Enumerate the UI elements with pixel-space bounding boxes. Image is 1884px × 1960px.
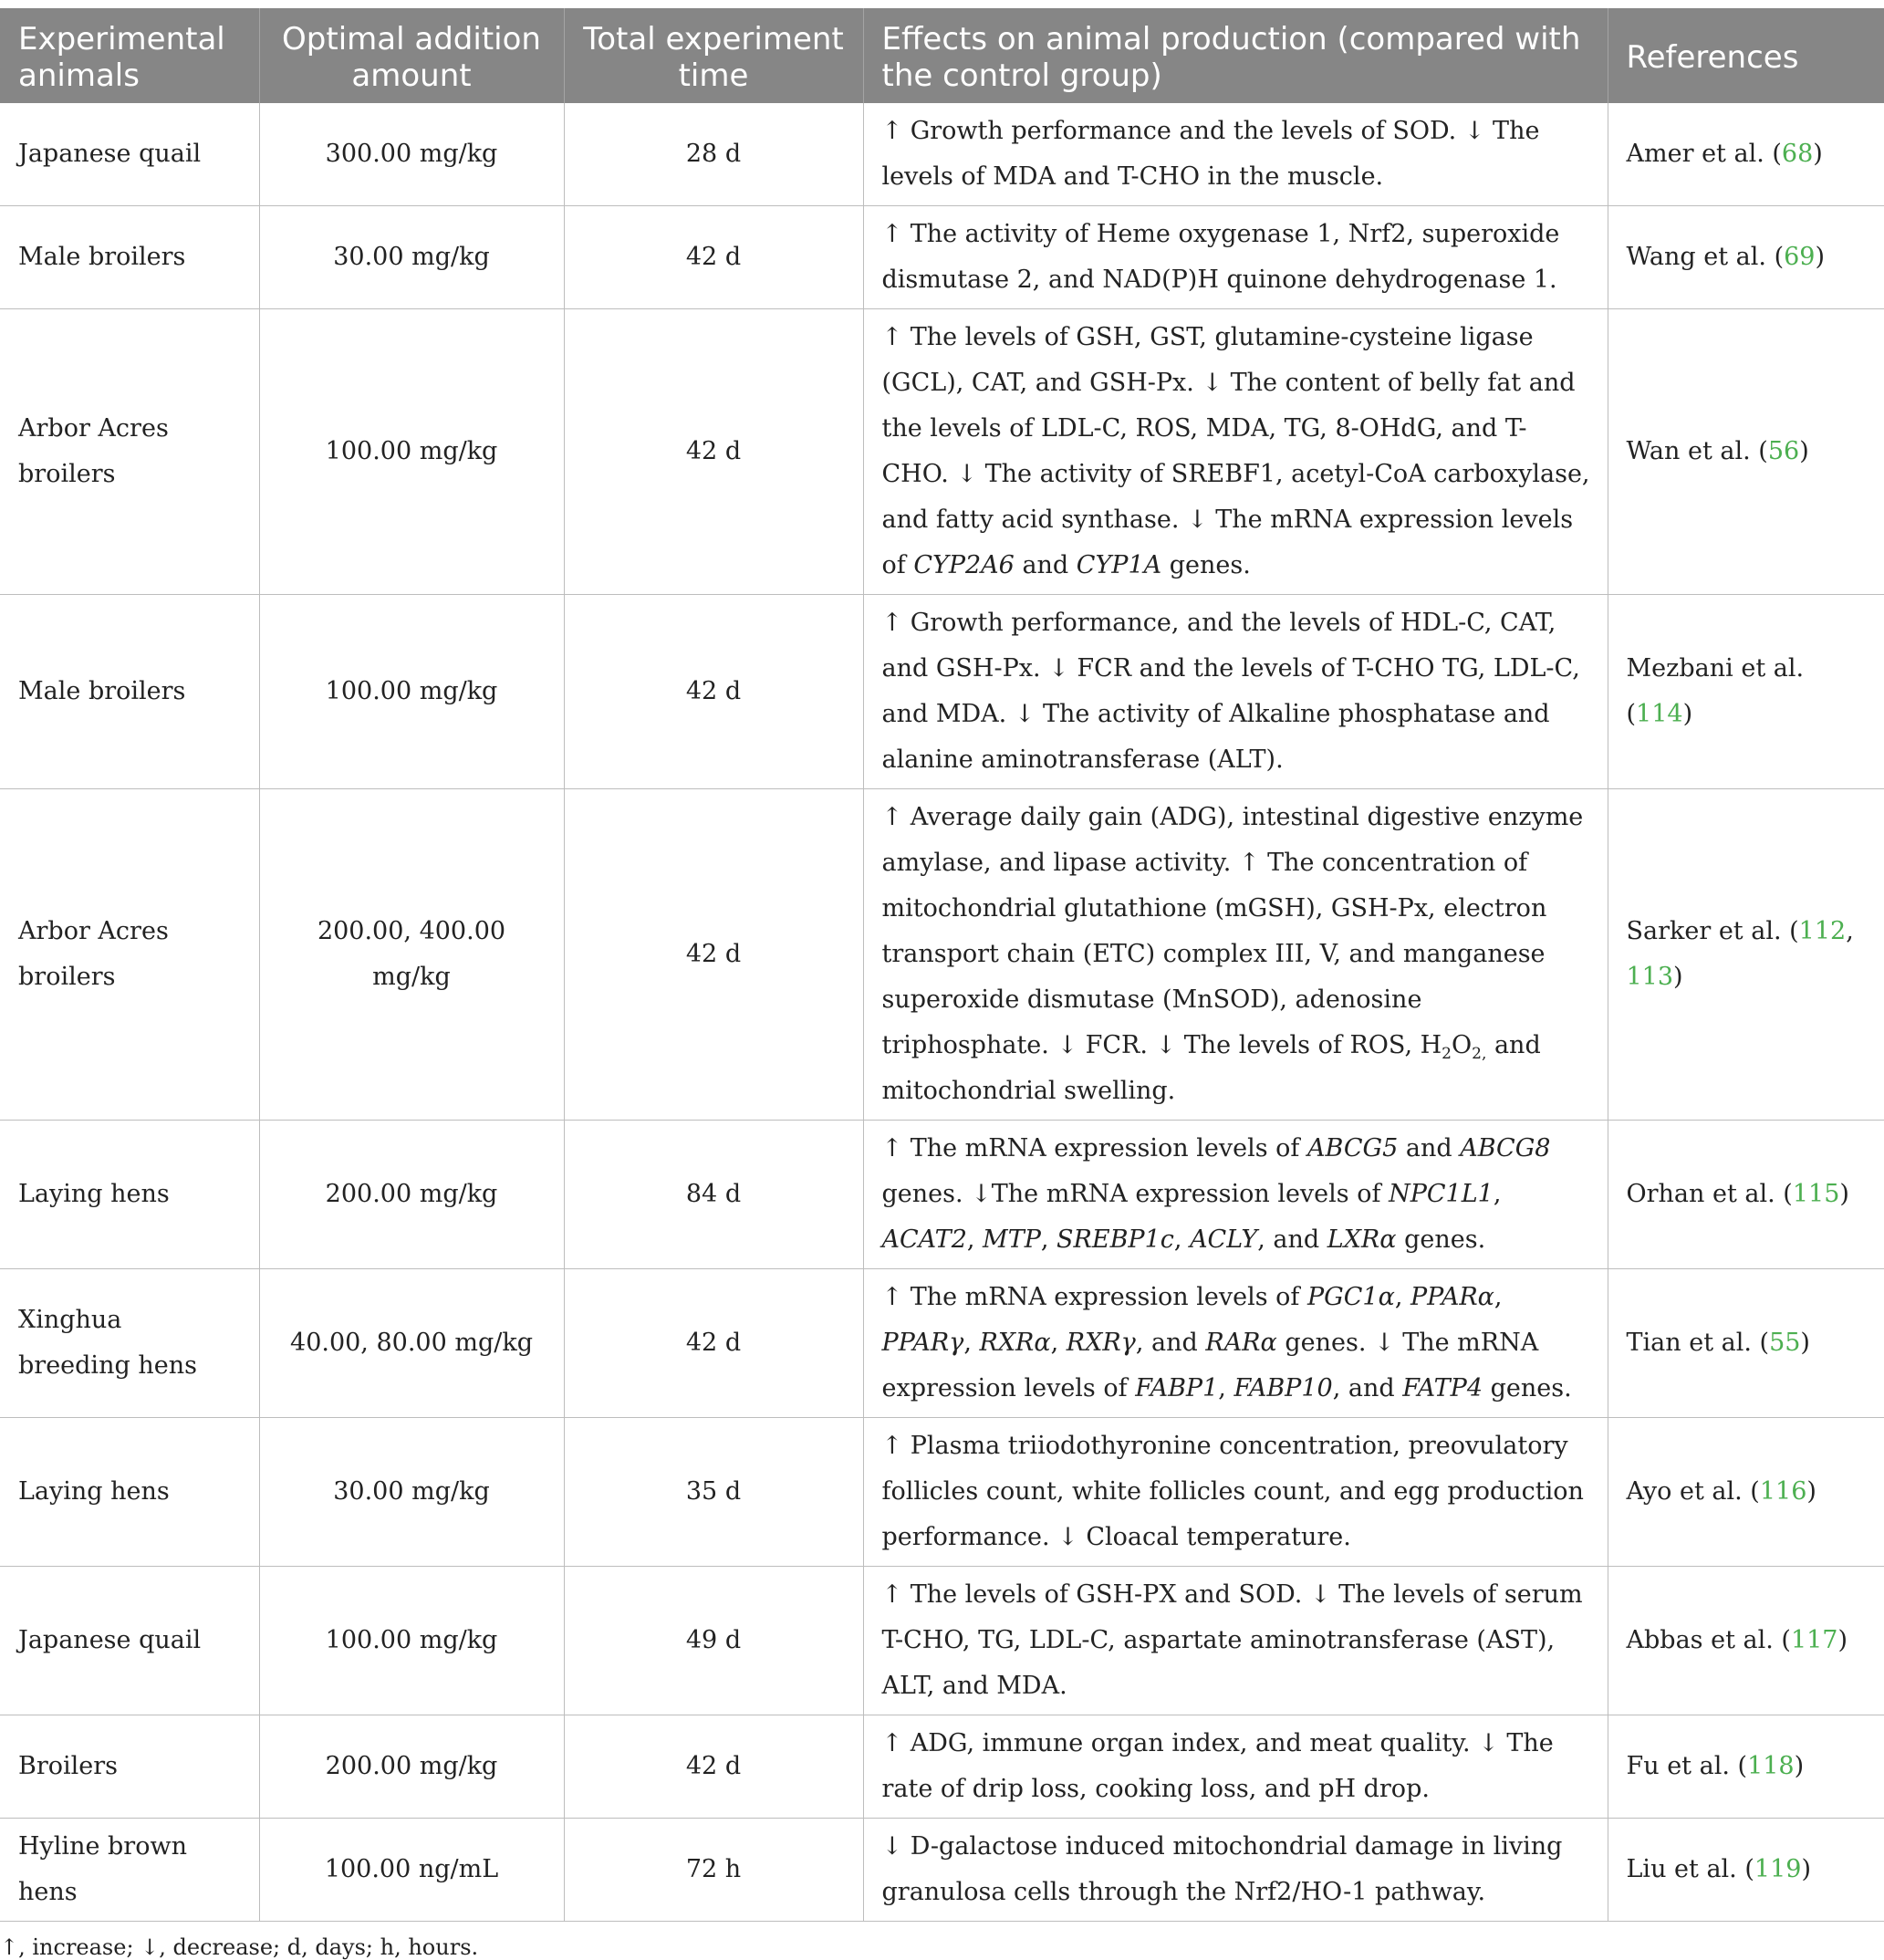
reference-close: ) xyxy=(1682,700,1693,728)
effects-text: , xyxy=(1493,1180,1502,1208)
reference-link[interactable]: 113 xyxy=(1626,963,1674,991)
gene-name: MTP xyxy=(983,1225,1041,1254)
gene-name: ACAT2 xyxy=(881,1225,967,1254)
effects-text: ↑ The activity of Heme oxygenase 1, Nrf2, superoxide dismutase 2, and NAD(P)H quinone dehydrogenase 1. xyxy=(881,220,1560,294)
effects-text: , and xyxy=(1135,1329,1206,1357)
cell-time: 84 d xyxy=(564,1121,863,1269)
effects-text: ↑ Growth performance and the levels of SOD. ↓ The levels of MDA and T-CHO in the muscle. xyxy=(881,117,1540,191)
header-effects: Effects on animal production (compared with the control group) xyxy=(863,8,1608,103)
cell-reference xyxy=(1608,1715,1884,1819)
cell-animals: Japanese quail xyxy=(0,1567,259,1715)
cell-animals: Japanese quail xyxy=(0,103,259,206)
reference-link[interactable]: 115 xyxy=(1792,1180,1840,1208)
header-references: References xyxy=(1608,8,1884,103)
cell-time: 42 d xyxy=(564,789,863,1121)
cell-reference xyxy=(1608,595,1884,789)
effects-text: O xyxy=(1452,1031,1473,1059)
table-row xyxy=(0,103,1884,206)
header-row xyxy=(0,8,1884,103)
reference-author: Ayo et al. ( xyxy=(1626,1477,1760,1506)
cell-time: 72 h xyxy=(564,1819,863,1922)
gene-name: RXRγ xyxy=(1066,1329,1136,1357)
reference-close: ) xyxy=(1837,1626,1848,1654)
cell-amount: 200.00 mg/kg xyxy=(259,1121,564,1269)
cell-amount: 30.00 mg/kg xyxy=(259,206,564,309)
cell-effects xyxy=(863,1819,1608,1922)
gene-name: CYP2A6 xyxy=(913,551,1015,579)
reference-author: Abbas et al. ( xyxy=(1626,1626,1791,1654)
effects-text: ↑ ADG, immune organ index, and meat quality. ↓ The rate of drip loss, cooking loss, and pH drop. xyxy=(881,1729,1554,1803)
cell-animals: Laying hens xyxy=(0,1121,259,1269)
table-row xyxy=(0,1715,1884,1819)
table-row xyxy=(0,595,1884,789)
effects-subscript: 2 xyxy=(1442,1045,1452,1063)
reference-link[interactable]: 112 xyxy=(1798,917,1847,945)
cell-amount: 30.00 mg/kg xyxy=(259,1418,564,1567)
reference-link[interactable]: 56 xyxy=(1767,437,1800,465)
cell-amount: 300.00 mg/kg xyxy=(259,103,564,206)
cell-amount: 200.00 mg/kg xyxy=(259,1715,564,1819)
gene-name: PPARγ xyxy=(881,1329,964,1357)
table-body xyxy=(0,103,1884,1922)
reference-link[interactable]: 119 xyxy=(1754,1855,1802,1883)
gene-name: ACLY xyxy=(1190,1225,1258,1254)
reference-close: ) xyxy=(1806,1477,1816,1506)
cell-reference xyxy=(1608,789,1884,1121)
cell-effects xyxy=(863,789,1608,1121)
table-footnote: ↑, increase; ↓, decrease; d, days; h, hours. xyxy=(0,1934,479,1960)
reference-close: ) xyxy=(1800,1329,1810,1357)
effects-text: and xyxy=(1014,551,1077,579)
reference-close: ) xyxy=(1839,1180,1849,1208)
reference-link[interactable]: 55 xyxy=(1769,1329,1801,1357)
gene-name: CYP1A xyxy=(1076,551,1162,579)
cell-amount: 100.00 mg/kg xyxy=(259,309,564,595)
cell-reference xyxy=(1608,1269,1884,1418)
effects-text: , xyxy=(1394,1283,1410,1311)
reference-author: Orhan et al. ( xyxy=(1626,1180,1793,1208)
cell-animals: Male broilers xyxy=(0,206,259,309)
table-row xyxy=(0,1121,1884,1269)
gene-name: FABP1 xyxy=(1135,1374,1219,1402)
table-row xyxy=(0,1269,1884,1418)
effects-text: ↑ Plasma triiodothyronine concentration, preovulatory follicles count, white follicles count, and egg production performance. ↓ Cloacal temperature. xyxy=(881,1432,1584,1551)
effects-text: genes. ↓ The mRNA expression levels of xyxy=(881,1329,1539,1402)
reference-link[interactable]: 69 xyxy=(1784,243,1816,271)
effects-text: ↑ The mRNA expression levels of xyxy=(881,1134,1308,1162)
effects-text: and mitochondrial swelling. xyxy=(881,1031,1541,1105)
cell-effects xyxy=(863,1418,1608,1567)
effects-text: ↑ Growth performance, and the levels of HDL-C, CAT, and GSH-Px. ↓ FCR and the levels of T-CHO TG, LDL-C, and MDA. ↓ The activity of Alkaline phosphatase and alanine aminotransferase (ALT). xyxy=(881,609,1580,774)
table-row xyxy=(0,309,1884,595)
reference-close: ) xyxy=(1801,1855,1811,1883)
header-animals: Experimental animals xyxy=(0,8,259,103)
effects-text: , xyxy=(1494,1283,1503,1311)
gene-name: FABP10 xyxy=(1233,1374,1333,1402)
reference-author: Wan et al. ( xyxy=(1626,437,1768,465)
effects-text: , xyxy=(966,1225,984,1254)
effects-text: , xyxy=(1050,1329,1067,1357)
gene-name: LXRα xyxy=(1327,1225,1397,1254)
reference-author: Tian et al. ( xyxy=(1626,1329,1770,1357)
effects-text: , xyxy=(963,1329,980,1357)
effects-text: genes. xyxy=(1483,1374,1572,1402)
header-amount: Optimal addition amount xyxy=(259,8,564,103)
cell-effects xyxy=(863,103,1608,206)
effects-text: ↑ Average daily gain (ADG), intestinal digestive enzyme amylase, and lipase activity. ↑ The concentration of mitochondrial glutathione (mGSH), GSH-Px, electron transport chain (ETC) complex III, V, and manganese superoxide dismutase (MnSOD), adenosine triphosphate. ↓ FCR. ↓ The levels of ROS, H xyxy=(881,803,1584,1059)
header-time: Total experiment time xyxy=(564,8,863,103)
reference-link[interactable]: 118 xyxy=(1747,1752,1795,1780)
cell-time: 42 d xyxy=(564,309,863,595)
effects-text: , xyxy=(1218,1374,1234,1402)
cell-amount: 100.00 mg/kg xyxy=(259,1567,564,1715)
gene-name: RXRα xyxy=(979,1329,1051,1357)
cell-amount: 100.00 mg/kg xyxy=(259,595,564,789)
effects-text: ↓ D-galactose induced mitochondrial damage in living granulosa cells through the Nrf2/HO-1 pathway. xyxy=(881,1832,1563,1906)
cell-effects xyxy=(863,1121,1608,1269)
table-row xyxy=(0,789,1884,1121)
reference-author: Sarker et al. ( xyxy=(1626,917,1799,945)
cell-time: 42 d xyxy=(564,595,863,789)
cell-animals: Broilers xyxy=(0,1715,259,1819)
cell-effects xyxy=(863,1269,1608,1418)
effects-text: , and xyxy=(1257,1225,1327,1254)
cell-animals: Laying hens xyxy=(0,1418,259,1567)
reference-close: ) xyxy=(1673,963,1683,991)
reference-link[interactable]: 116 xyxy=(1759,1477,1807,1506)
reference-author: Wang et al. ( xyxy=(1626,243,1785,271)
reference-link[interactable]: 114 xyxy=(1636,700,1683,728)
effects-text: genes. xyxy=(1396,1225,1486,1254)
cell-time: 42 d xyxy=(564,1269,863,1418)
gene-name: FATP4 xyxy=(1402,1374,1483,1402)
cell-reference xyxy=(1608,103,1884,206)
gene-name: PGC1α xyxy=(1307,1283,1395,1311)
effects-subscript: 2, xyxy=(1472,1045,1487,1063)
cell-time: 42 d xyxy=(564,1715,863,1819)
table-row xyxy=(0,1418,1884,1567)
cell-reference xyxy=(1608,1121,1884,1269)
gene-name: PPARα xyxy=(1410,1283,1494,1311)
cell-amount: 200.00, 400.00 mg/kg xyxy=(259,789,564,1121)
effects-text: , and xyxy=(1332,1374,1403,1402)
effects-text: ↑ The levels of GSH-PX and SOD. ↓ The levels of serum T-CHO, TG, LDL-C, aspartate aminotransferase (AST), ALT, and MDA. xyxy=(881,1580,1583,1700)
reference-close: ) xyxy=(1813,140,1823,168)
effects-text: , xyxy=(1173,1225,1191,1254)
table-row xyxy=(0,1819,1884,1922)
gene-name: RARα xyxy=(1205,1329,1277,1357)
reference-author: Fu et al. ( xyxy=(1626,1752,1748,1780)
gene-name: SREBP1c xyxy=(1056,1225,1174,1254)
effects-text: ↑ The levels of GSH, GST, glutamine-cysteine ligase (GCL), CAT, and GSH-Px. ↓ The content of belly fat and the levels of LDL-C, ROS, MDA, TG, 8-OHdG, and T-CHO. ↓ The activity of SREBF1, acetyl-CoA carboxylase, and fatty acid synthase. ↓ The mRNA expression levels of xyxy=(881,323,1590,579)
gene-name: ABCG8 xyxy=(1460,1134,1551,1162)
table-container xyxy=(0,8,1884,1960)
cell-animals: Arbor Acres broilers xyxy=(0,309,259,595)
cell-animals: Arbor Acres broilers xyxy=(0,789,259,1121)
data-table xyxy=(0,8,1884,1922)
cell-reference xyxy=(1608,309,1884,595)
reference-close: ) xyxy=(1799,437,1809,465)
gene-name: ABCG5 xyxy=(1307,1134,1399,1162)
reference-separator: , xyxy=(1846,917,1854,945)
cell-effects xyxy=(863,1567,1608,1715)
reference-author: Mezbani et al. ( xyxy=(1626,654,1805,728)
cell-reference xyxy=(1608,206,1884,309)
cell-time: 35 d xyxy=(564,1418,863,1567)
reference-link[interactable]: 117 xyxy=(1790,1626,1838,1654)
cell-animals: Male broilers xyxy=(0,595,259,789)
reference-link[interactable]: 68 xyxy=(1781,140,1814,168)
cell-animals: Hyline brown hens xyxy=(0,1819,259,1922)
cell-effects xyxy=(863,595,1608,789)
reference-close: ) xyxy=(1794,1752,1805,1780)
cell-reference xyxy=(1608,1819,1884,1922)
reference-author: Liu et al. ( xyxy=(1626,1855,1754,1883)
cell-effects xyxy=(863,206,1608,309)
cell-time: 28 d xyxy=(564,103,863,206)
cell-time: 49 d xyxy=(564,1567,863,1715)
table-row xyxy=(0,1567,1884,1715)
effects-text: genes. xyxy=(1161,551,1251,579)
effects-text: and xyxy=(1398,1134,1461,1162)
cell-animals: Xinghua breeding hens xyxy=(0,1269,259,1418)
cell-time: 42 d xyxy=(564,206,863,309)
cell-effects xyxy=(863,1715,1608,1819)
table-row xyxy=(0,206,1884,309)
reference-close: ) xyxy=(1815,243,1826,271)
reference-author: Amer et al. ( xyxy=(1626,140,1782,168)
effects-text: genes. ↓The mRNA expression levels of xyxy=(881,1180,1390,1208)
cell-reference xyxy=(1608,1418,1884,1567)
cell-reference xyxy=(1608,1567,1884,1715)
cell-amount: 100.00 ng/mL xyxy=(259,1819,564,1922)
effects-text: ↑ The mRNA expression levels of xyxy=(881,1283,1308,1311)
effects-text: , xyxy=(1040,1225,1057,1254)
cell-effects xyxy=(863,309,1608,595)
gene-name: NPC1L1 xyxy=(1389,1180,1494,1208)
cell-amount: 40.00, 80.00 mg/kg xyxy=(259,1269,564,1418)
